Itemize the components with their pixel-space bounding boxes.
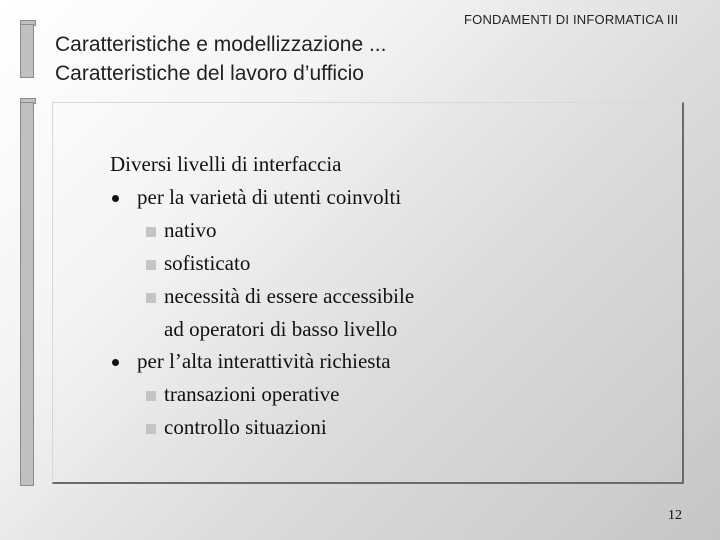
sub-bullet-item xyxy=(110,214,670,247)
course-name: FONDAMENTI DI INFORMATICA III xyxy=(464,12,679,27)
bullet-item xyxy=(110,345,670,378)
sub-bullet-item xyxy=(110,247,670,280)
round-bullet-icon xyxy=(112,195,119,202)
square-bullet-icon xyxy=(146,293,156,303)
sub-bullet-label: necessità di essere accessibile xyxy=(164,284,415,308)
bullet-item xyxy=(110,181,670,214)
sub-bullet-continuation: ad operatori di basso livello xyxy=(164,317,398,341)
square-bullet-icon xyxy=(146,424,156,434)
square-bullet-icon xyxy=(146,260,156,270)
sub-bullet-item xyxy=(110,378,670,411)
sub-bullet-label: nativo xyxy=(164,218,217,242)
square-bullet-icon xyxy=(146,227,156,237)
page-number: 12 xyxy=(668,508,682,523)
sub-bullet-item xyxy=(110,280,670,313)
bullet-label: per la varietà di utenti coinvolti xyxy=(137,185,402,209)
sub-bullet-label: controllo situazioni xyxy=(164,415,327,439)
slide-title xyxy=(55,30,435,88)
square-bullet-icon xyxy=(146,391,156,401)
bullet-list xyxy=(110,148,670,444)
sub-bullet-item xyxy=(110,411,670,444)
bullet-label: per l’alta interattività richiesta xyxy=(137,349,391,373)
bullet-heading: Diversi livelli di interfaccia xyxy=(110,152,342,176)
title-accent-bar xyxy=(20,24,34,78)
sub-bullet-label: sofisticato xyxy=(164,251,251,275)
slide-title-line2: Caratteristiche del lavoro d’ufficio xyxy=(55,62,364,85)
sub-bullet-label: transazioni operative xyxy=(164,382,340,406)
slide-title-line1: Caratteristiche e modellizzazione ... xyxy=(55,33,387,56)
body-accent-bar xyxy=(20,102,34,486)
round-bullet-icon xyxy=(112,359,119,366)
